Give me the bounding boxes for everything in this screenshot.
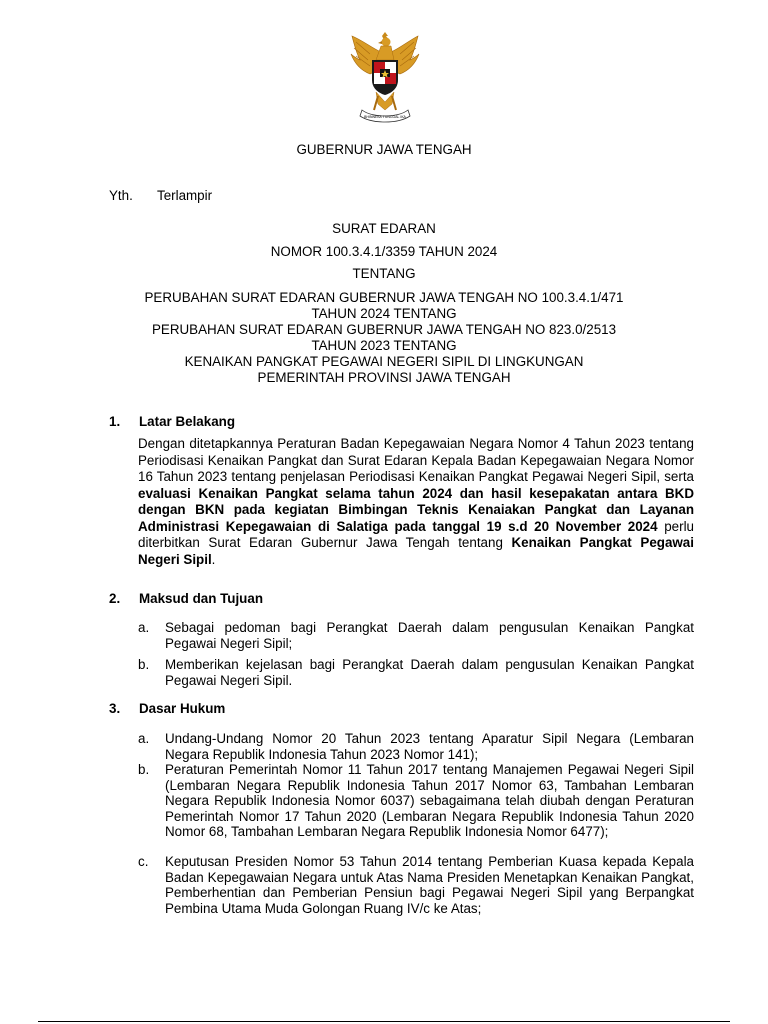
subject-line: PEMERINTAH PROVINSI JAWA TENGAH: [257, 370, 511, 385]
section-heading-latar-belakang: 1. Latar Belakang: [109, 414, 236, 429]
addressee-label: Yth.: [109, 188, 133, 203]
paragraph-bold-text: Kenaikan Pangkat Pegawai Negeri Sipil: [138, 535, 694, 567]
letter-type: SURAT EDARAN: [332, 221, 436, 236]
garuda-emblem-icon: [348, 30, 422, 126]
background-paragraph: [138, 436, 694, 568]
list-item: a. Sebagai pedoman bagi Perangkat Daerah dalam pengusulan Kenaikan Pangkat Pegawai Negeri Sipil;: [138, 620, 694, 651]
page-bottom-divider: [38, 1021, 730, 1022]
subject-line: TAHUN 2023 TENTANG: [311, 338, 457, 353]
list-item: b. Peraturan Pemerintah Nomor 11 Tahun 2017 tentang Manajemen Pegawai Negeri Sipil (Lembaran Negara Republik Indonesia Tahun 2017 Nomor 63, Tambahan Lembaran Negara Republik Indonesia Nomor 6037) sebagaimana telah diubah dengan Peraturan Pemerintah Nomor 17 Tahun 2020 (Lembaran Negara Republik Indonesia Tahun 2020 Nomor 68, Tambahan Lembaran Negara Republik Indonesia Nomor 6477);: [138, 762, 694, 839]
subject-line: PERUBAHAN SURAT EDARAN GUBERNUR JAWA TENGAH NO 100.3.4.1/471: [144, 290, 624, 305]
subject-block: [0, 290, 768, 386]
list-item: c. Keputusan Presiden Nomor 53 Tahun 2014 tentang Pemberian Kuasa kepada Kepala Badan Kepegawaian Negara untuk Atas Nama Presiden Menetapkan Kenaikan Pangkat, Pemberhentian dan Pemberian Pensiun bagi Pegawai Negeri Sipil yang Berpangkat Pembina Utama Muda Golongan Ruang IV/c ke Atas;: [138, 854, 694, 916]
paragraph-text: Dengan ditetapkannya Peraturan Badan Kepegawaian Negara Nomor 4 Tahun 2023 tentang Periodisasi Kenaikan Pangkat dan Surat Edaran Kepala Badan Kepegawaian Negara Nomor 16 Tahun 2023 tentang penjelasan Periodisasi Kenaikan Pangkat Pegawai Negeri Sipil, serta: [138, 436, 694, 484]
svg-text:BHINNEKA TUNGGAL IKA: BHINNEKA TUNGGAL IKA: [364, 115, 406, 119]
subject-line: PERUBAHAN SURAT EDARAN GUBERNUR JAWA TENGAH NO 823.0/2513: [151, 322, 617, 337]
section-heading-dasar-hukum: 3. Dasar Hukum: [109, 701, 226, 716]
paragraph-text: .: [211, 551, 216, 567]
about-label: TENTANG: [352, 266, 416, 281]
subject-line: TAHUN 2024 TENTANG: [311, 306, 457, 321]
subject-line: KENAIKAN PANGKAT PEGAWAI NEGERI SIPIL DI LINGKUNGAN: [184, 354, 584, 369]
paragraph-text: perlu diterbitkan Surat Edaran Gubernur Jawa Tengah tentang: [138, 518, 694, 550]
issuer-heading: GUBERNUR JAWA TENGAH: [296, 142, 472, 157]
list-item: b. Memberikan kejelasan bagi Perangkat Daerah dalam pengusulan Kenaikan Pangkat Pegawai Negeri Sipil.: [138, 657, 694, 688]
addressee-value: Terlampir: [157, 188, 213, 203]
section-heading-maksud-tujuan: 2. Maksud dan Tujuan: [109, 591, 263, 606]
list-item: a. Undang-Undang Nomor 20 Tahun 2023 tentang Aparatur Sipil Negara (Lembaran Negara Republik Indonesia Tahun 2023 Nomor 141);: [138, 731, 694, 762]
letter-number: NOMOR 100.3.4.1/3359 TAHUN 2024: [270, 244, 498, 259]
paragraph-bold-text: evaluasi Kenaikan Pangkat selama tahun 2024 dan hasil kesepakatan antara BKD dengan BKN pada kegiatan Bimbingan Teknis Kenaiakan Pangkat dan Layanan Administrasi Kepegawaian di Salatiga pada tanggal 19 s.d 20 November 2024: [138, 485, 694, 534]
